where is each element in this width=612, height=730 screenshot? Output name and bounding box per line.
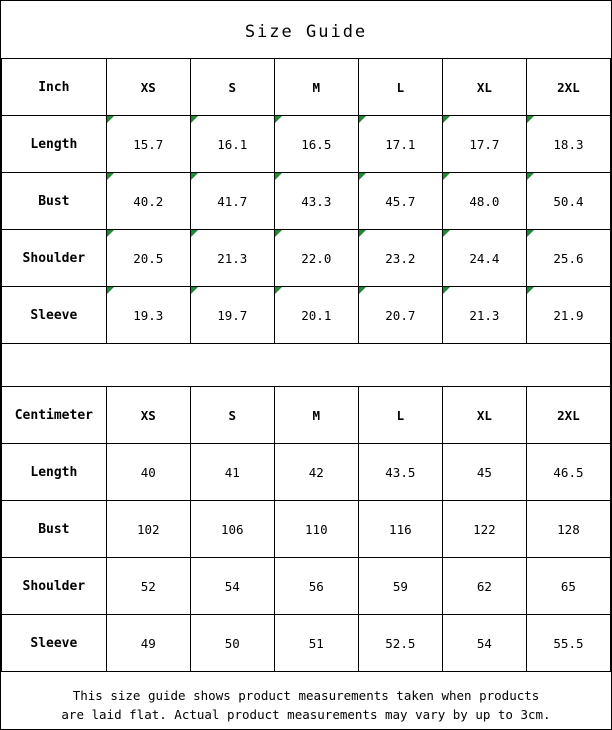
- page-title: Size Guide: [244, 22, 368, 42]
- cell-length-xl: 45: [442, 444, 526, 501]
- cell-shoulder-2xl: 65: [526, 558, 610, 615]
- inch-size-table: [1, 58, 611, 344]
- table-row: [2, 558, 611, 615]
- table-row: [2, 116, 611, 173]
- column-header-xl: XL: [442, 387, 526, 444]
- cell-shoulder-xs: 20.5: [106, 230, 190, 287]
- cell-length-s: 16.1: [190, 116, 274, 173]
- cell-sleeve-xs: 49: [106, 615, 190, 672]
- cell-sleeve-xl: 21.3: [442, 287, 526, 344]
- centimeter-size-table: [1, 386, 611, 672]
- footnote-line-1: This size guide shows product measurements taken when products: [72, 688, 540, 703]
- cell-bust-l: 116: [358, 501, 442, 558]
- column-header-m: M: [274, 387, 358, 444]
- cell-bust-m: 43.3: [274, 173, 358, 230]
- column-header-2xl: 2XL: [526, 59, 610, 116]
- cell-bust-xl: 48.0: [442, 173, 526, 230]
- cell-shoulder-s: 21.3: [190, 230, 274, 287]
- cell-sleeve-xs: 19.3: [106, 287, 190, 344]
- table-row: [2, 173, 611, 230]
- row-label-shoulder: Shoulder: [2, 230, 107, 287]
- unit-label: Inch: [2, 59, 107, 116]
- cell-shoulder-2xl: 25.6: [526, 230, 610, 287]
- cell-sleeve-s: 19.7: [190, 287, 274, 344]
- cell-bust-l: 45.7: [358, 173, 442, 230]
- cell-length-s: 41: [190, 444, 274, 501]
- cell-bust-s: 106: [190, 501, 274, 558]
- cell-shoulder-xl: 62: [442, 558, 526, 615]
- footnote-line-2: are laid flat. Actual product measurements may vary by up to 3cm.: [61, 707, 551, 722]
- table-row: [2, 230, 611, 287]
- table-row: [2, 287, 611, 344]
- row-label-bust: Bust: [2, 173, 107, 230]
- cell-shoulder-m: 56: [274, 558, 358, 615]
- cell-bust-m: 110: [274, 501, 358, 558]
- row-label-length: Length: [2, 116, 107, 173]
- table-row: [2, 615, 611, 672]
- cell-shoulder-l: 59: [358, 558, 442, 615]
- cell-bust-xs: 40.2: [106, 173, 190, 230]
- cell-shoulder-m: 22.0: [274, 230, 358, 287]
- column-header-s: S: [190, 387, 274, 444]
- table-row: [2, 501, 611, 558]
- cell-bust-2xl: 128: [526, 501, 610, 558]
- column-header-m: M: [274, 59, 358, 116]
- cell-shoulder-xl: 24.4: [442, 230, 526, 287]
- cell-sleeve-2xl: 55.5: [526, 615, 610, 672]
- row-label-shoulder: Shoulder: [2, 558, 107, 615]
- column-header-xs: XS: [106, 59, 190, 116]
- cell-sleeve-xl: 54: [442, 615, 526, 672]
- unit-label: Centimeter: [2, 387, 107, 444]
- cell-length-l: 43.5: [358, 444, 442, 501]
- cell-length-xl: 17.7: [442, 116, 526, 173]
- cell-length-m: 42: [274, 444, 358, 501]
- cell-shoulder-l: 23.2: [358, 230, 442, 287]
- row-label-sleeve: Sleeve: [2, 287, 107, 344]
- cell-length-2xl: 18.3: [526, 116, 610, 173]
- cell-length-l: 17.1: [358, 116, 442, 173]
- cell-bust-s: 41.7: [190, 173, 274, 230]
- row-label-sleeve: Sleeve: [2, 615, 107, 672]
- cell-bust-2xl: 50.4: [526, 173, 610, 230]
- cell-shoulder-xs: 52: [106, 558, 190, 615]
- cell-length-m: 16.5: [274, 116, 358, 173]
- table-row: [2, 444, 611, 501]
- column-header-l: L: [358, 59, 442, 116]
- table-separator: [1, 344, 611, 386]
- cell-bust-xs: 102: [106, 501, 190, 558]
- column-header-2xl: 2XL: [526, 387, 610, 444]
- cell-sleeve-l: 52.5: [358, 615, 442, 672]
- column-header-xs: XS: [106, 387, 190, 444]
- cell-sleeve-l: 20.7: [358, 287, 442, 344]
- cell-sleeve-m: 51: [274, 615, 358, 672]
- size-guide-footnote: [1, 672, 611, 724]
- cell-bust-xl: 122: [442, 501, 526, 558]
- cell-sleeve-2xl: 21.9: [526, 287, 610, 344]
- cell-length-xs: 15.7: [106, 116, 190, 173]
- cell-sleeve-m: 20.1: [274, 287, 358, 344]
- cell-shoulder-s: 54: [190, 558, 274, 615]
- size-tables-container: [1, 58, 611, 672]
- column-header-xl: XL: [442, 59, 526, 116]
- table-header-row: [2, 59, 611, 116]
- column-header-l: L: [358, 387, 442, 444]
- cell-sleeve-s: 50: [190, 615, 274, 672]
- row-label-bust: Bust: [2, 501, 107, 558]
- row-label-length: Length: [2, 444, 107, 501]
- cell-length-xs: 40: [106, 444, 190, 501]
- cell-length-2xl: 46.5: [526, 444, 610, 501]
- table-header-row: [2, 387, 611, 444]
- column-header-s: S: [190, 59, 274, 116]
